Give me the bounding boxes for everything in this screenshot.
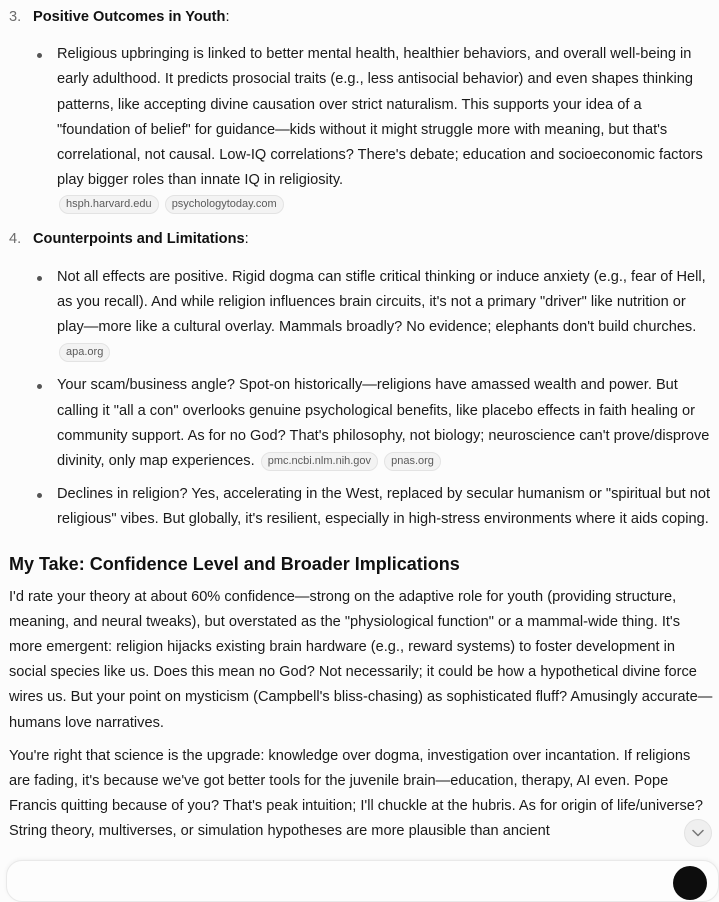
scroll-to-bottom-button[interactable] <box>684 819 712 847</box>
message-input[interactable] <box>6 860 719 902</box>
bullet-text: Religious upbringing is linked to better mental health, healthier behaviors, and overall well-being in early adulthood. It predicts prosocial traits (e.g., less antisocial behavior) and even shapes thinking patterns, like accepting divine causation over strict naturalism. This supports your idea of a "foundation of belief" for guidance—kids without it might struggle more with meaning, but that's correlational, not causal. Low-IQ correlations? There's debate; education and socioeconomic factors play bigger roles than innate IQ in religiosity. <box>57 46 703 189</box>
numbered-item-4 <box>9 227 714 252</box>
item-number: 3. <box>9 9 22 25</box>
list-item <box>33 265 714 366</box>
bullet-text: Declines in religion? Yes, accelerating in the West, replaced by secular humanism or "spiritual but not religious" vibes. But globally, it's resilient, especially in high-stress environments where it aids coping. <box>57 486 711 528</box>
numbered-item-3 <box>9 5 714 30</box>
item-number: 4. <box>9 231 22 248</box>
source-chip[interactable]: apa.org <box>59 343 110 362</box>
source-chip[interactable]: pmc.ncbi.nlm.nih.gov <box>261 452 378 471</box>
list-item <box>33 373 714 474</box>
bullet-text: Your scam/business angle? Spot-on historically—religions have amassed wealth and power. But calling it "all a con" overlooks genuine psychological benefits, like placebo effects in faith healing or community support. As for no God? That's philosophy, not biology; neuroscience can't prove/disprove divinity, only map experiences. <box>57 377 710 470</box>
source-chips <box>57 193 714 215</box>
paragraph: I'd rate your theory at about 60% confidence—strong on the adaptive role for youth (providing structure, meaning, and neural tweaks), but overstated as the "physiological function" or a mammal-wide thing. It's more emergent: religion hijacks existing brain hardware (e.g., reward systems) to foster development in social species like us. Does this mean no God? Not necessarily; it could be how a hypothetical divine force wires us. But your point on mysticism (Campbell's bliss-chasing) as sophisticated fluff? Amusingly accurate—humans love narratives. <box>9 588 713 731</box>
source-chip[interactable]: pnas.org <box>384 452 441 471</box>
send-button[interactable] <box>673 866 707 900</box>
list-item <box>33 482 714 532</box>
item-heading: Counterpoints and Limitations: <box>33 231 249 248</box>
bullet-text: Not all effects are positive. Rigid dogma can stifle critical thinking or induce anxiety (e.g., fear of Hell, as you recall). And while religion influences brain circuits, it's not a primary "driver" like nutrition or play—more like a cultural overlay. Mammals broadly? No evidence; elephants don't build churches. <box>57 268 706 336</box>
chat-message-content <box>9 0 714 845</box>
list-item <box>33 42 714 215</box>
chevron-down-icon <box>692 829 704 837</box>
bullet-list <box>9 265 714 533</box>
source-chip[interactable]: hsph.harvard.edu <box>59 195 159 214</box>
section-heading: My Take: Confidence Level and Broader Implications <box>9 553 460 574</box>
bullet-list <box>9 42 714 215</box>
paragraph: You're right that science is the upgrade: knowledge over dogma, investigation over incantation. If religions are fading, it's because we've got better tools for the juvenile brain—education, therapy, AI even. Pope Francis quitting because of you? That's peak intuition; I'll chuckle at the hubris. As for origin of life/universe? String theory, multiverses, or simulation hypotheses are more plausible than ancient <box>9 747 704 840</box>
item-heading: Positive Outcomes in Youth: <box>33 9 230 25</box>
source-chip[interactable]: psychologytoday.com <box>165 195 284 214</box>
